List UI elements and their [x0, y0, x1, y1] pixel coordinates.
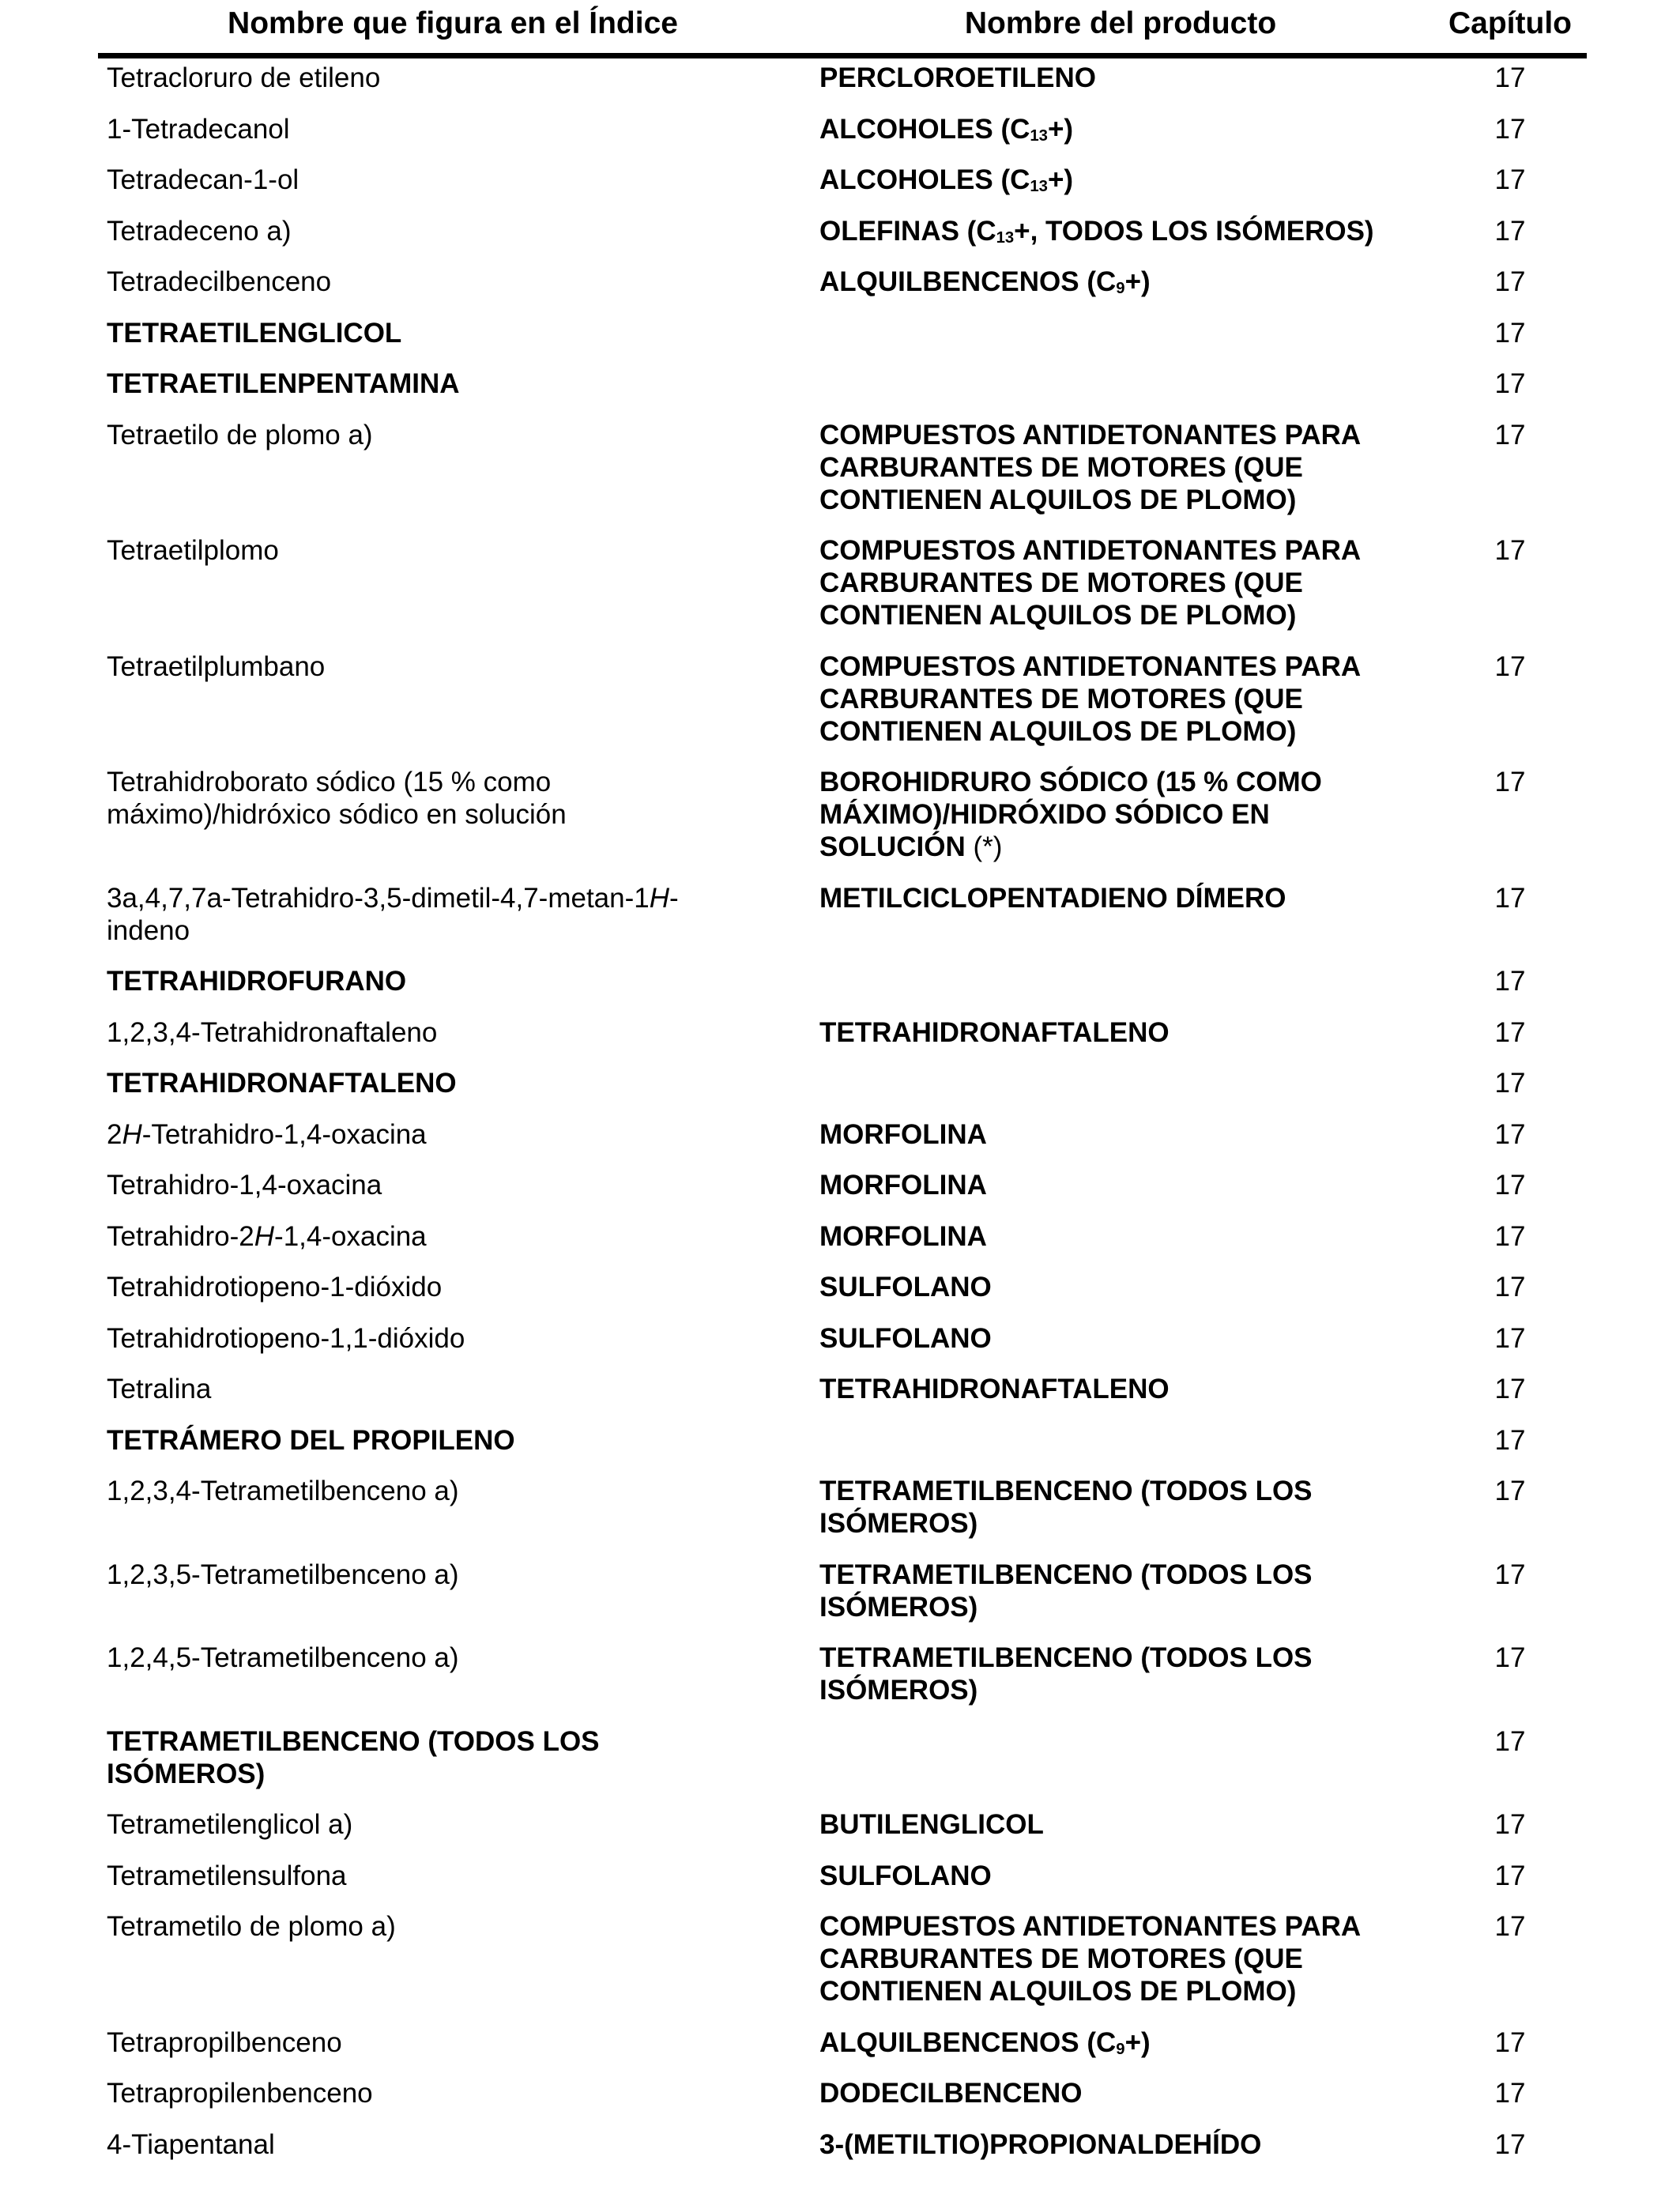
product-name-line: BUTILENGLICOL — [819, 1809, 1044, 1840]
table-row — [98, 164, 1587, 215]
table-row — [98, 1373, 1587, 1424]
table-row — [98, 1910, 1587, 2026]
index-name-cell — [98, 368, 808, 400]
index-name-line: 1-Tetradecanol — [107, 113, 290, 145]
product-name-cell — [808, 1424, 1433, 1457]
product-name-cell — [808, 1808, 1433, 1841]
product-name-cell — [808, 215, 1433, 247]
product-name-cell — [808, 1373, 1433, 1405]
chapter-cell: 17 — [1494, 2026, 1526, 2058]
chapter-cell: 17 — [1494, 1170, 1526, 1201]
product-name-line — [819, 266, 1433, 298]
table-row — [98, 1642, 1587, 1725]
product-name-cell — [808, 317, 1433, 349]
index-name-text: -1,4-oxacina — [274, 1220, 427, 1252]
product-name-line: METILCICLOPENTADIENO DÍMERO — [819, 882, 1286, 914]
table-row — [98, 1322, 1587, 1374]
chapter-cell: 17 — [1494, 1559, 1526, 1590]
table-row — [98, 1067, 1587, 1118]
chapter-cell: 17 — [1494, 767, 1526, 797]
product-name-line: COMPUESTOS ANTIDETONANTES PARA — [819, 1911, 1362, 1942]
table-row — [98, 650, 1587, 767]
product-name-cell — [808, 766, 1433, 863]
index-name-text: 2 — [107, 1118, 122, 1150]
index-name-line: Tetracloruro de etileno — [107, 62, 381, 93]
chapter-cell: 17 — [1494, 1911, 1526, 1942]
table-row — [98, 1271, 1587, 1322]
product-name-cell — [808, 882, 1433, 947]
chapter-cell: 17 — [1494, 882, 1526, 914]
index-name-line: 1,2,3,5-Tetrametilbenceno a) — [107, 1559, 459, 1590]
header-chapter: Capítulo — [1448, 6, 1572, 40]
table-row — [98, 266, 1587, 317]
chapter-cell: 17 — [1494, 1809, 1526, 1840]
product-name-cell — [808, 1067, 1433, 1099]
index-name-line: ISÓMEROS) — [107, 1758, 266, 1789]
product-name-line: MÁXIMO)/HIDRÓXIDO SÓDICO EN — [819, 799, 1270, 830]
index-name-cell — [98, 1220, 808, 1253]
index-name-line: 1,2,3,4-Tetrahidronaftaleno — [107, 1016, 438, 1048]
product-name-cell — [808, 2077, 1433, 2109]
product-name-text: +) — [1047, 113, 1074, 145]
index-name-line: TETRAHIDROFURANO — [107, 966, 407, 997]
index-name-cell — [98, 1118, 808, 1151]
footnote-mark: (*) — [973, 831, 1003, 862]
product-name-cell — [808, 1475, 1433, 1540]
product-name-line — [819, 164, 1433, 196]
product-name-line: MORFOLINA — [819, 1220, 987, 1252]
index-table — [98, 0, 1587, 2194]
chapter-cell: 17 — [1494, 1860, 1526, 1891]
table-row — [98, 1220, 1587, 1272]
table-body — [98, 62, 1587, 2179]
chapter-cell: 17 — [1494, 113, 1526, 145]
product-name-line: SULFOLANO — [819, 1272, 992, 1302]
index-name-cell — [98, 164, 808, 196]
index-name-cell — [98, 650, 808, 748]
subscript-number: 13 — [996, 228, 1015, 247]
index-name-line: Tetraetilo de plomo a) — [107, 419, 373, 450]
index-name-cell — [98, 2128, 808, 2161]
index-name-line: TETRAETILENPENTAMINA — [107, 368, 460, 399]
chapter-cell: 17 — [1494, 535, 1526, 566]
index-name-line: TETRAMETILBENCENO (TODOS LOS — [107, 1725, 600, 1757]
product-name-text: +) — [1047, 164, 1074, 195]
index-name-cell — [98, 1725, 808, 1790]
index-name-line: máximo)/hidróxico sódico en solución — [107, 799, 567, 830]
product-name-text: OLEFINAS (C — [819, 215, 996, 247]
index-name-line: Tetrapropilbenceno — [107, 2026, 342, 2058]
index-name-line: Tetrapropilenbenceno — [107, 2078, 373, 2109]
table-row — [98, 1016, 1587, 1068]
index-name-line: Tetraetilplomo — [107, 535, 279, 566]
chapter-cell: 17 — [1494, 1322, 1526, 1354]
product-name-line — [819, 113, 1433, 145]
product-name-cell — [808, 113, 1433, 145]
product-name-line: ISÓMEROS) — [819, 1508, 978, 1539]
product-name-line: TETRAHIDRONAFTALENO — [819, 1016, 1170, 1048]
product-name-line: SULFOLANO — [819, 1322, 992, 1354]
product-name-text: ALCOHOLES (C — [819, 113, 1030, 145]
index-name-line: Tetradecilbenceno — [107, 266, 332, 297]
table-row — [98, 1424, 1587, 1476]
product-name-line — [819, 215, 1433, 247]
table-row — [98, 534, 1587, 650]
product-name-cell — [808, 2026, 1433, 2059]
table-row — [98, 419, 1587, 535]
table-row — [98, 317, 1587, 368]
index-name-cell — [98, 2077, 808, 2109]
index-name-cell — [98, 882, 808, 947]
index-name-line: indeno — [107, 914, 190, 946]
index-name-cell — [98, 266, 808, 298]
index-name-cell — [98, 2026, 808, 2059]
product-name-line: COMPUESTOS ANTIDETONANTES PARA — [819, 650, 1362, 682]
index-name-cell — [98, 1067, 808, 1099]
index-name-line — [107, 1220, 808, 1253]
index-name-cell — [98, 1169, 808, 1201]
index-name-cell — [98, 113, 808, 145]
chapter-cell: 17 — [1494, 1068, 1526, 1099]
index-name-line: Tetrahidroborato sódico (15 % como — [107, 767, 552, 797]
index-name-line: 1,2,3,4-Tetrametilbenceno a) — [107, 1476, 459, 1506]
product-name-cell — [808, 266, 1433, 298]
product-name-line: ISÓMEROS) — [819, 1591, 978, 1623]
product-name-text: ALQUILBENCENOS (C — [819, 266, 1117, 297]
product-name-cell — [808, 1860, 1433, 1892]
index-name-line: Tetradeceno a) — [107, 215, 292, 247]
index-name-line — [107, 882, 808, 914]
index-name-line: Tetrametilo de plomo a) — [107, 1911, 396, 1942]
subscript-number: 13 — [1030, 126, 1048, 145]
index-name-line: Tetrahidrotiopeno-1-dióxido — [107, 1272, 443, 1302]
product-name-line: SULFOLANO — [819, 1860, 992, 1891]
header-rule — [98, 53, 1587, 58]
index-name-line: TETRÁMERO DEL PROPILENO — [107, 1424, 515, 1456]
chapter-cell: 17 — [1494, 1725, 1526, 1757]
table-row — [98, 1860, 1587, 1911]
product-name-line: CARBURANTES DE MOTORES (QUE — [819, 567, 1303, 598]
product-name-line: CONTIENEN ALQUILOS DE PLOMO) — [819, 600, 1297, 631]
table-header — [98, 0, 1587, 47]
product-name-line: CARBURANTES DE MOTORES (QUE — [819, 1943, 1303, 1974]
product-name-line: DODECILBENCENO — [819, 2078, 1083, 2109]
table-row — [98, 1559, 1587, 1642]
product-name-line: CONTIENEN ALQUILOS DE PLOMO) — [819, 484, 1297, 515]
index-name-line: TETRAETILENGLICOL — [107, 317, 402, 349]
chapter-cell: 17 — [1494, 2078, 1526, 2109]
product-name-line: COMPUESTOS ANTIDETONANTES PARA — [819, 535, 1362, 566]
product-name-text: SOLUCIÓN — [819, 831, 974, 862]
italic-locant: H — [649, 882, 670, 914]
index-name-cell — [98, 1322, 808, 1355]
product-name-line: MORFOLINA — [819, 1170, 987, 1201]
table-row — [98, 1118, 1587, 1170]
chapter-cell: 17 — [1494, 317, 1526, 349]
chapter-cell: 17 — [1494, 1374, 1526, 1404]
product-name-cell — [808, 534, 1433, 631]
product-name-cell — [808, 1642, 1433, 1706]
chapter-cell: 17 — [1494, 1424, 1526, 1456]
table-row — [98, 882, 1587, 966]
index-name-line: Tetrahidro-1,4-oxacina — [107, 1170, 382, 1201]
index-name-line: Tetraetilplumbano — [107, 650, 326, 682]
index-name-cell — [98, 1808, 808, 1841]
product-name-cell — [808, 1322, 1433, 1355]
product-name-line: BOROHIDRURO SÓDICO (15 % COMO — [819, 767, 1322, 797]
index-name-cell — [98, 215, 808, 247]
product-name-text: +, TODOS LOS ISÓMEROS) — [1014, 215, 1374, 247]
table-row — [98, 368, 1587, 419]
product-name-cell — [808, 1725, 1433, 1790]
product-name-line: MORFOLINA — [819, 1118, 987, 1150]
chapter-cell: 17 — [1494, 1476, 1526, 1506]
product-name-line: PERCLOROETILENO — [819, 62, 1097, 93]
product-name-line: 3-(METILTIO)PROPIONALDEHÍDO — [819, 2128, 1262, 2160]
chapter-cell: 17 — [1494, 62, 1526, 93]
index-name-line: Tetrahidrotiopeno-1,1-dióxido — [107, 1322, 465, 1354]
product-name-line — [819, 831, 1433, 863]
index-name-cell — [98, 1860, 808, 1892]
index-name-line: TETRAHIDRONAFTALENO — [107, 1068, 457, 1099]
index-name-cell — [98, 1373, 808, 1405]
product-name-line: TETRAMETILBENCENO (TODOS LOS — [819, 1476, 1313, 1506]
index-name-cell — [98, 1271, 808, 1303]
subscript-number: 9 — [1116, 2040, 1125, 2058]
italic-locant: H — [254, 1220, 275, 1252]
index-name-cell — [98, 317, 808, 349]
index-name-line — [107, 1118, 808, 1151]
chapter-cell: 17 — [1494, 1016, 1526, 1048]
product-name-line: COMPUESTOS ANTIDETONANTES PARA — [819, 419, 1362, 450]
product-name-cell — [808, 1118, 1433, 1151]
index-name-text: 3a,4,7,7a-Tetrahidro-3,5-dimetil-4,7-metan-1 — [107, 882, 650, 914]
product-name-text: +) — [1124, 266, 1151, 297]
product-name-cell — [808, 164, 1433, 196]
product-name-cell — [808, 1910, 1433, 2007]
product-name-cell — [808, 1559, 1433, 1623]
chapter-cell: 17 — [1494, 1220, 1526, 1252]
table-row — [98, 215, 1587, 266]
index-name-cell — [98, 766, 808, 863]
index-name-cell — [98, 965, 808, 997]
index-name-line: 4-Tiapentanal — [107, 2128, 275, 2160]
product-name-cell — [808, 1169, 1433, 1201]
italic-locant: H — [122, 1118, 142, 1150]
product-name-line: CARBURANTES DE MOTORES (QUE — [819, 683, 1303, 714]
index-name-cell — [98, 419, 808, 516]
table-row — [98, 62, 1587, 113]
product-name-line: TETRAMETILBENCENO (TODOS LOS — [819, 1642, 1313, 1673]
index-name-cell — [98, 1475, 808, 1540]
product-name-cell — [808, 1220, 1433, 1253]
product-name-cell — [808, 1016, 1433, 1049]
index-name-cell — [98, 1642, 808, 1706]
product-name-cell — [808, 965, 1433, 997]
product-name-cell — [808, 62, 1433, 94]
index-name-line: Tetradecan-1-ol — [107, 164, 299, 195]
header-product-name: Nombre del producto — [964, 6, 1277, 40]
chapter-cell: 17 — [1494, 966, 1526, 997]
chapter-cell: 17 — [1494, 419, 1526, 450]
chapter-cell: 17 — [1494, 2128, 1526, 2160]
chapter-cell: 17 — [1494, 266, 1526, 297]
index-name-cell — [98, 62, 808, 94]
table-row — [98, 2128, 1587, 2180]
index-name-text: -Tetrahidro-1,4-oxacina — [141, 1118, 427, 1150]
product-name-cell — [808, 368, 1433, 400]
table-row — [98, 766, 1587, 882]
product-name-line: ISÓMEROS) — [819, 1675, 978, 1706]
index-name-cell — [98, 1910, 808, 2007]
index-name-line: Tetralina — [107, 1374, 212, 1404]
product-name-cell — [808, 2128, 1433, 2161]
index-name-cell — [98, 534, 808, 631]
product-name-line: TETRAHIDRONAFTALENO — [819, 1374, 1170, 1404]
chapter-cell: 17 — [1494, 1118, 1526, 1150]
index-name-text: Tetrahidro-2 — [107, 1220, 254, 1252]
table-row — [98, 1169, 1587, 1220]
index-name-line: Tetrametilensulfona — [107, 1860, 347, 1891]
header-index-name: Nombre que figura en el Índice — [228, 6, 678, 40]
table-row — [98, 965, 1587, 1016]
product-name-text: ALQUILBENCENOS (C — [819, 2026, 1117, 2058]
index-name-cell — [98, 1424, 808, 1457]
chapter-cell: 17 — [1494, 1642, 1526, 1673]
table-row — [98, 1475, 1587, 1559]
subscript-number: 9 — [1116, 280, 1125, 298]
index-name-text: - — [669, 882, 679, 914]
product-name-line: CONTIENEN ALQUILOS DE PLOMO) — [819, 1976, 1297, 2007]
product-name-cell — [808, 419, 1433, 516]
chapter-cell: 17 — [1494, 1272, 1526, 1302]
table-row — [98, 2026, 1587, 2078]
chapter-cell: 17 — [1494, 164, 1526, 195]
product-name-line: TETRAMETILBENCENO (TODOS LOS — [819, 1559, 1313, 1590]
product-name-text: ALCOHOLES (C — [819, 164, 1030, 195]
product-name-line: CONTIENEN ALQUILOS DE PLOMO) — [819, 715, 1297, 747]
product-name-line — [819, 2026, 1433, 2059]
index-name-line: 1,2,4,5-Tetrametilbenceno a) — [107, 1642, 459, 1673]
table-row — [98, 1725, 1587, 1809]
index-name-cell — [98, 1559, 808, 1623]
table-row — [98, 113, 1587, 164]
table-row — [98, 1808, 1587, 1860]
chapter-cell: 17 — [1494, 215, 1526, 247]
product-name-text: +) — [1124, 2026, 1151, 2058]
chapter-cell: 17 — [1494, 650, 1526, 682]
product-name-line: CARBURANTES DE MOTORES (QUE — [819, 451, 1303, 483]
subscript-number: 13 — [1030, 178, 1048, 196]
index-name-cell — [98, 1016, 808, 1049]
index-name-line: Tetrametilenglicol a) — [107, 1809, 353, 1840]
table-row — [98, 2077, 1587, 2128]
product-name-cell — [808, 650, 1433, 748]
product-name-cell — [808, 1271, 1433, 1303]
chapter-cell: 17 — [1494, 368, 1526, 399]
